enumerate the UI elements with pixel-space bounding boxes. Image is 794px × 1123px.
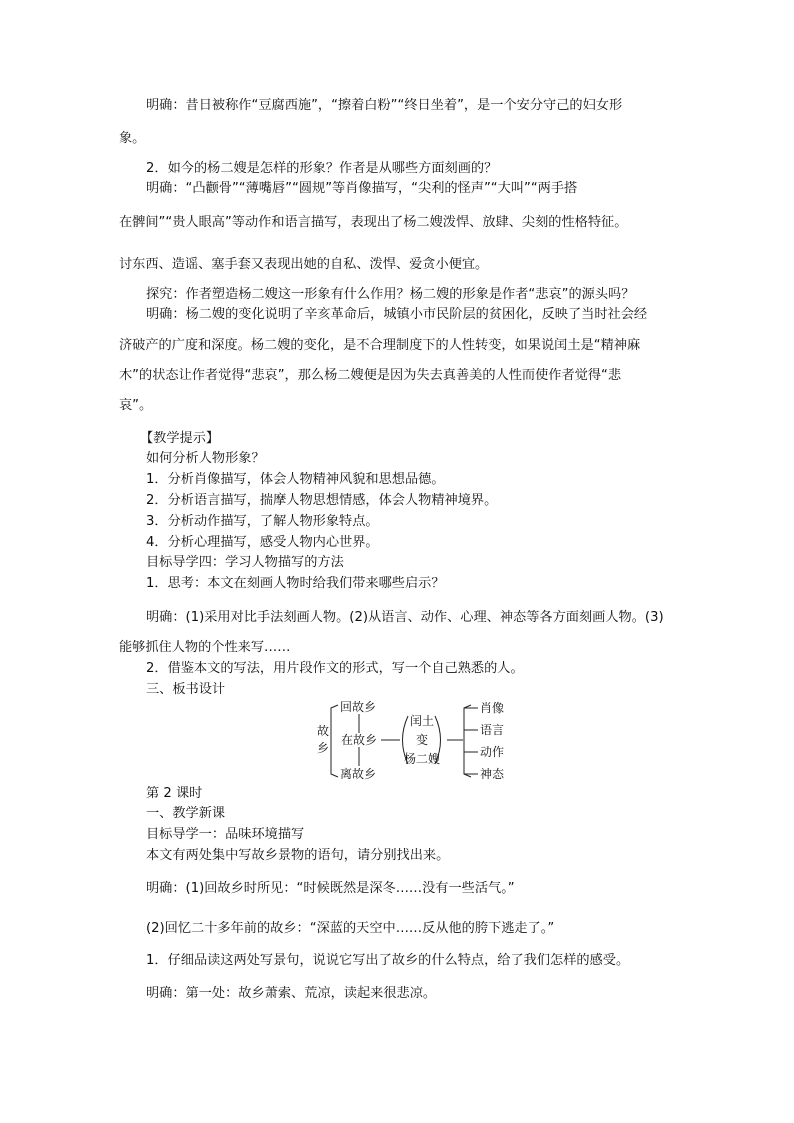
text-line-22: 2．借鉴本文的写法，用片段作文的形式，写一个自己熟悉的人。 [146, 661, 524, 676]
text-line-8: 明确：杨二嫂的变化说明了辛亥革命后，城镇小市民阶层的贫困化，反映了当时社会经 [146, 307, 648, 322]
text-line-17: 4．分析心理描写，感受人物内心世界。 [146, 535, 379, 550]
text-line-18: 目标导学四：学习人物描写的方法 [146, 555, 344, 570]
text-line-25: 一、教学新课 [146, 806, 226, 821]
text-line-6: 讨东西、造谣、塞手套又表现出她的自私、泼悍、爱贪小便宜。 [119, 257, 489, 272]
text-line-10: 木”的状态让作者觉得“悲哀”，那么杨二嫂便是因为失去真善美的人性而使作者觉得“悲 [119, 368, 622, 383]
text-line-1: 明确：昔日被称作“豆腐西施”，“擦着白粉”“终日坐着”，是一个安分守己的妇女形 [146, 98, 623, 113]
diagram-method-action: 动作 [480, 745, 505, 759]
diagram-method-language: 语言 [480, 723, 505, 737]
text-line-3: 2．如今的杨二嫂是怎样的形象？作者是从哪些方面刻画的？ [146, 161, 498, 176]
diagram-stage-leave: 离故乡 [340, 767, 377, 781]
diagram-stage-return: 回故乡 [340, 700, 377, 714]
diagram-method-portrait: 肖像 [480, 701, 505, 715]
text-line-7: 探究：作者塑造杨二嫂这一形象有什么作用？杨二嫂的形象是作者“悲哀”的源头吗？ [146, 287, 635, 302]
text-line-30: 1．仔细品读这两处写景句，说说它写出了故乡的什么特点，给了我们怎样的感受。 [146, 953, 630, 968]
text-line-15: 2．分析语言描写，揣摩人物思想情感，体会人物精神境界。 [146, 493, 498, 508]
diagram-char-runtu: 闰土 [410, 714, 435, 728]
text-line-13: 如何分析人物形象？ [146, 451, 265, 466]
text-line-28: 明确：(1)回故乡时所见：“时候既然是深冬……没有一些活气。” [146, 881, 515, 896]
diagram-char-yang: 杨二嫂 [404, 752, 441, 766]
diagram-method-expression: 神态 [480, 767, 505, 781]
text-line-29: (2)回忆二十多年前的故乡：“深蓝的天空中……反从他的胯下逃走了。” [146, 921, 555, 936]
section-heading-teaching-tips: 【教学提示】 [140, 431, 220, 446]
diagram-root-bottom: 乡 [317, 741, 330, 755]
text-line-16: 3．分析动作描写，了解人物形象特点。 [146, 514, 379, 529]
text-line-26: 目标导学一：品味环境描写 [146, 827, 305, 842]
text-line-4: 明确：“凸颧骨”“薄嘴唇”“圆规”等肖像描写，“尖利的怪声”“大叫”“两手搭 [146, 181, 578, 196]
diagram-root-top: 故 [317, 724, 330, 738]
text-line-2: 象。 [119, 131, 146, 146]
right-bracket [464, 705, 471, 777]
lesson-2-heading: 第 2 课时 [146, 786, 203, 801]
text-line-20: 明确：(1)采用对比手法刻画人物。(2)从语言、动作、心理、神态等各方面刻画人物。(3) [146, 610, 664, 625]
section-heading-board-design: 三、板书设计 [146, 682, 226, 697]
text-line-9: 济破产的广度和深度。杨二嫂的变化，是不合理制度下的人性转变，如果说闰土是“精神麻 [119, 338, 641, 353]
text-line-14: 1．分析肖像描写，体会人物精神风貌和思想品德。 [146, 472, 445, 487]
diagram-stage-stay: 在故乡 [341, 733, 378, 747]
text-line-19: 1．思考：本文在刻画人物时给我们带来哪些启示？ [146, 576, 445, 591]
text-line-21: 能够抓住人物的个性来写…… [119, 640, 291, 655]
text-line-31: 明确：第一处：故乡萧索、荒凉，读起来很悲凉。 [146, 986, 437, 1001]
left-bracket [331, 705, 338, 777]
text-line-5: 在髀间”“贵人眼高”等动作和语言描写，表现出了杨二嫂泼悍、放肆、尖刻的性格特征。 [119, 215, 628, 230]
diagram-char-change: 变 [416, 733, 429, 747]
text-line-11: 哀”。 [119, 398, 153, 413]
text-line-27: 本文有两处集中写故乡景物的语句，请分别找出来。 [146, 848, 450, 863]
